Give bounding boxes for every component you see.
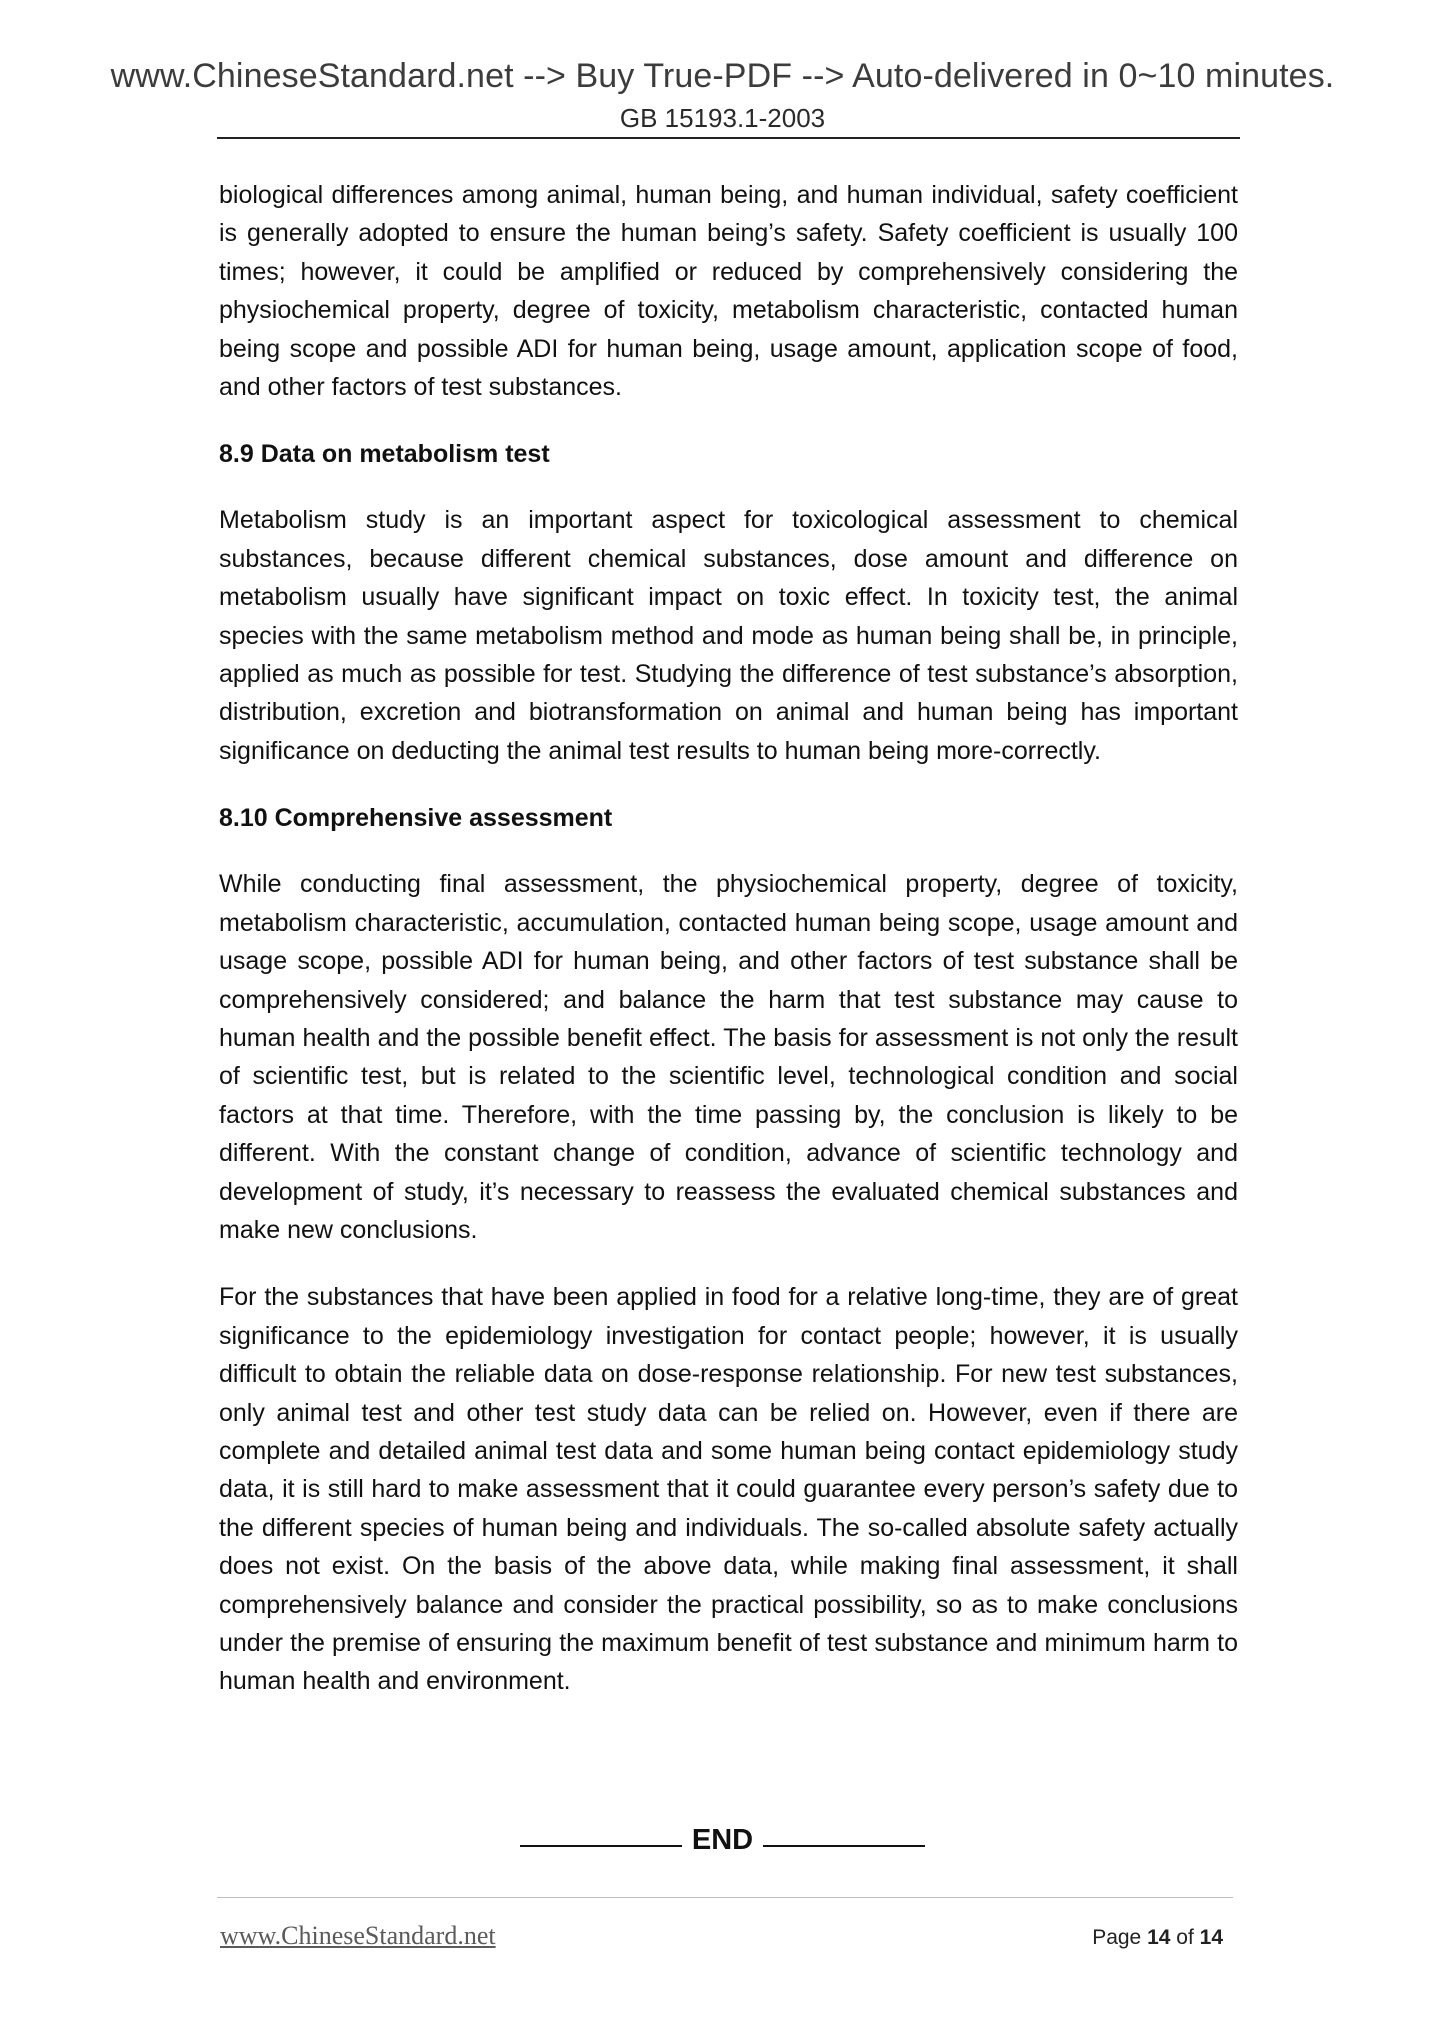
document-code: GB 15193.1-2003: [619, 103, 826, 133]
end-underline-left: [520, 1845, 682, 1847]
page-number: [1092, 1924, 1223, 1952]
page-word: Page: [1092, 1926, 1142, 1949]
section-heading-8-10: 8.10 Comprehensive assessment: [219, 804, 613, 833]
document-body: [219, 176, 1238, 1730]
paragraph-final-assessment: While conducting final assessment, the physiochemical property, degree of toxicity, metabolism characteristic, accumulation, contacted human being scope, usage amount and usage scope, possible ADI for human being, and other factors of test substance shall be comprehensively considered; and balance the harm that test substance may cause to human health and the possible benefit effect. The basis for assessment is not only the result of scientific test, but is related to the scientific level, technological condition and social factors at that time. Therefore, with the time passing by, the conclusion is likely to be different. With the constant change of condition, advance of scientific technology and development of study, it’s necessary to reassess the evaluated chemical substances and make new conclusions.: [219, 870, 1238, 1244]
paragraph-long-time-substances: For the substances that have been applied in food for a relative long-time, they are of great significance to the epidemiology investigation for contact people; however, it is usually difficult to obtain the reliable data on dose-response relationship. For new test substances, only animal test and other test study data can be relied on. However, even if there are complete and detailed animal test data and some human being contact epidemiology study data, it is still hard to make assessment that it could guarantee every person’s safety due to the different species of human being and individuals. The so-called absolute safety actually does not exist. On the basis of the above data, while making final assessment, it shall comprehensively balance and consider the practical possibility, so as to make conclusions under the premise of ensuring the maximum benefit of test substance and minimum harm to human health and environment.: [219, 1283, 1238, 1696]
end-marker: [0, 1822, 1445, 1858]
page-current: 14: [1147, 1926, 1171, 1949]
paragraph-safety-coefficient: biological differences among animal, human being, and human individual, safety coefficient is generally adopted to ensure the human being’s safety. Safety coefficient is usually 100 times; however, it could be amplified or reduced by comprehensively considering the physiochemical property, degree of toxicity, metabolism characteristic, contacted human being scope and possible ADI for human being, usage amount, application scope of food, and other factors of test substances.: [219, 181, 1238, 402]
end-underline-right: [763, 1845, 925, 1847]
header-banner[interactable]: www.ChineseStandard.net --> Buy True-PDF --> Auto-delivered in 0~10 minutes.: [110, 57, 1335, 95]
page-total: 14: [1199, 1926, 1223, 1949]
end-label: END: [691, 1824, 754, 1856]
section-heading-8-9: 8.9 Data on metabolism test: [219, 440, 550, 469]
page-of: of: [1176, 1926, 1194, 1949]
paragraph-metabolism-study: Metabolism study is an important aspect for toxicological assessment to chemical substances, because different chemical substances, dose amount and difference on metabolism usually have significant impact on toxic effect. In toxicity test, the animal species with the same metabolism method and mode as human being shall be, in principle, applied as much as possible for test. Studying the difference of test substance’s absorption, distribution, excretion and biotransformation on animal and human being has important significance on deducting the animal test results to human being more-correctly.: [219, 506, 1238, 765]
footer-site-link[interactable]: www.ChineseStandard.net: [220, 1921, 496, 1950]
footer-divider: [217, 1897, 1233, 1898]
header-divider: [217, 137, 1240, 139]
